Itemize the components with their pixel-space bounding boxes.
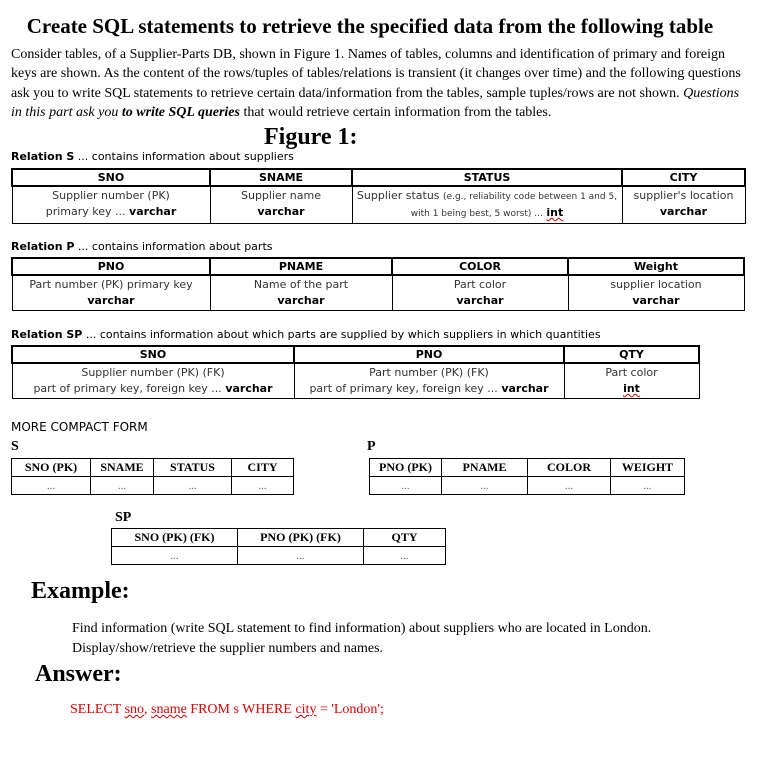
relation-p-header: PNAME <box>210 258 392 275</box>
cell-type: varchar <box>501 382 549 395</box>
compact-s-label: S <box>11 439 19 454</box>
relation-s-cell <box>352 186 622 224</box>
relation-sp-cell <box>294 363 564 399</box>
compact-cell: ... <box>12 477 91 495</box>
relation-s-header: SNO <box>12 169 210 186</box>
intro-bold-italic: to write SQL queries <box>121 104 240 120</box>
compact-cell: ... <box>238 547 364 565</box>
cell-line: Part number (PK) (FK) <box>369 366 489 379</box>
page-title: Create SQL statements to retrieve the specified data from the following table <box>26 14 714 38</box>
cell-line <box>15 293 208 309</box>
compact-p-label: P <box>367 439 376 454</box>
cell-line <box>15 381 292 397</box>
compact-cell: ... <box>364 547 446 565</box>
intro-italic: Questions in this part ask you <box>11 85 740 120</box>
intro-tail: that would retrieve certain information from the tables. <box>243 104 552 120</box>
cell-text: primary key ... <box>45 205 126 218</box>
relation-sp-cell <box>564 363 699 399</box>
answer-heading: Answer: <box>35 661 122 687</box>
compact-s-header: SNO (PK) <box>12 459 91 477</box>
compact-p-header: PNAME <box>442 459 528 477</box>
cell-line <box>395 293 566 309</box>
cell-type: varchar <box>632 294 680 307</box>
compact-s-header: STATUS <box>154 459 232 477</box>
relation-sp-description: ... contains information about which parts are supplied by which suppliers in which quantities <box>82 328 601 341</box>
cell-text: part of primary key, foreign key ... <box>33 382 222 395</box>
relation-s-cell <box>12 186 210 224</box>
cell-line: Part color <box>605 366 658 379</box>
cell-type: varchar <box>456 294 504 307</box>
cell-line <box>571 293 742 309</box>
cell-type: varchar <box>659 205 708 218</box>
cell-line <box>15 204 208 220</box>
relation-p-cell <box>12 275 210 311</box>
relation-s-cell <box>210 186 352 224</box>
cell-note: (e.g., reliability code between 1 and 5, with 1 being best, 5 worst) ... <box>410 192 618 219</box>
relation-p-name: Relation P <box>11 240 75 253</box>
compact-cell: ... <box>528 477 611 495</box>
cell-line <box>567 381 697 397</box>
example-heading: Example: <box>31 578 130 604</box>
cell-line: Part number (PK) primary key <box>29 278 193 291</box>
relation-p-table <box>11 257 745 311</box>
relation-sp-header: SNO <box>12 346 294 363</box>
compact-sp-header: PNO (PK) (FK) <box>238 529 364 547</box>
sql-text: , <box>144 702 152 717</box>
intro-paragraph <box>11 45 751 122</box>
sql-column: city <box>295 702 317 717</box>
cell-line <box>625 204 743 220</box>
compact-s-header: SNAME <box>91 459 154 477</box>
example-question: Find information (write SQL statement to find information) about suppliers who are located in London. Display/show/retrieve the supplier numbers and names. <box>72 621 652 656</box>
cell-line: supplier location <box>610 278 702 291</box>
cell-line: supplier's location <box>633 189 734 202</box>
answer-sql <box>70 702 384 718</box>
relation-sp-header: PNO <box>294 346 564 363</box>
compact-s-table <box>11 458 294 495</box>
relation-sp-caption <box>11 328 601 341</box>
relation-sp-name: Relation SP <box>11 328 83 341</box>
relation-s-name: Relation S <box>11 150 75 163</box>
compact-p-header: COLOR <box>528 459 611 477</box>
figure-label: Figure 1: <box>264 124 358 150</box>
cell-line <box>297 381 562 397</box>
compact-p-header: PNO (PK) <box>370 459 442 477</box>
sql-column: sname <box>151 702 187 717</box>
relation-s-table <box>11 168 746 224</box>
compact-cell: ... <box>112 547 238 565</box>
compact-cell: ... <box>154 477 232 495</box>
relation-sp-cell <box>12 363 294 399</box>
sql-text: = 'London'; <box>316 702 384 717</box>
intro-text: Consider tables, of a Supplier-Parts DB, shown in Figure 1. Names of tables, columns and identification of primary and foreign keys are shown. As the content of the rows/tuples of tables/relations is transient (it changes over time) and the following questions ask you to write SQL statements to retrieve certain data/information from the tables, sample tuples/rows are not shown. <box>11 47 741 101</box>
compact-sp-label: SP <box>115 510 132 525</box>
relation-s-header: STATUS <box>352 169 622 186</box>
relation-s-cell <box>622 186 745 224</box>
sql-column: sno <box>124 702 145 717</box>
relation-s-caption <box>11 150 294 163</box>
compact-s-header: CITY <box>232 459 294 477</box>
cell-type: varchar <box>257 205 305 218</box>
relation-p-header: PNO <box>12 258 210 275</box>
relation-p-cell <box>392 275 568 311</box>
compact-form-title: MORE COMPACT FORM <box>11 420 148 434</box>
cell-line <box>213 204 350 220</box>
compact-cell: ... <box>442 477 528 495</box>
relation-s-description: ... contains information about suppliers <box>74 150 294 163</box>
compact-p-table <box>369 458 685 495</box>
cell-type: varchar <box>225 382 273 395</box>
cell-type: varchar <box>277 294 325 307</box>
cell-type: int <box>623 382 640 395</box>
cell-line: Part color <box>453 278 507 291</box>
cell-type: varchar <box>129 205 177 218</box>
cell-text: part of primary key, foreign key ... <box>309 382 498 395</box>
relation-p-cell <box>210 275 392 311</box>
relation-p-header: COLOR <box>392 258 568 275</box>
cell-type: int <box>546 206 564 219</box>
relation-p-caption <box>11 240 273 253</box>
relation-s-header: CITY <box>622 169 745 186</box>
compact-cell: ... <box>370 477 442 495</box>
cell-type: varchar <box>87 294 135 307</box>
relation-s-header: SNAME <box>210 169 352 186</box>
relation-p-header: Weight <box>568 258 744 275</box>
compact-cell: ... <box>232 477 294 495</box>
compact-sp-header: QTY <box>364 529 446 547</box>
relation-p-cell <box>568 275 744 311</box>
cell-text: Supplier status <box>356 189 440 202</box>
compact-cell: ... <box>91 477 154 495</box>
cell-line: Supplier number (PK) <box>52 189 170 202</box>
cell-line: Supplier number (PK) (FK) <box>81 366 225 379</box>
relation-sp-header: QTY <box>564 346 699 363</box>
compact-cell: ... <box>611 477 685 495</box>
sql-text: SELECT <box>70 702 125 717</box>
cell-line: Name of the part <box>253 278 349 291</box>
cell-line: Supplier name <box>240 189 321 202</box>
compact-sp-table <box>111 528 446 565</box>
relation-p-description: ... contains information about parts <box>74 240 273 253</box>
relation-sp-table <box>11 345 700 399</box>
cell-line <box>213 293 390 309</box>
compact-p-header: WEIGHT <box>611 459 685 477</box>
sql-text: FROM s WHERE <box>186 702 296 717</box>
compact-sp-header: SNO (PK) (FK) <box>112 529 238 547</box>
